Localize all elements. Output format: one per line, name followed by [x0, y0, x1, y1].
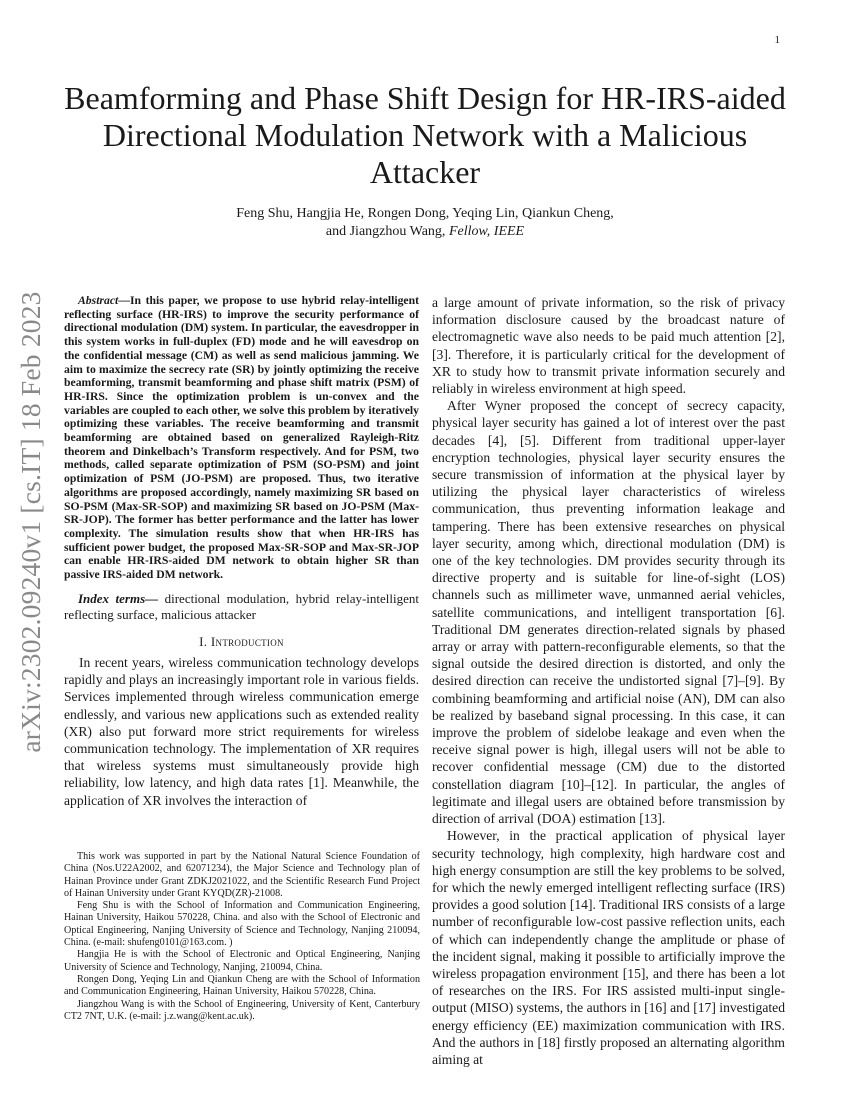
- author-grade: Fellow, IEEE: [448, 224, 525, 239]
- index-terms-label: Index terms—: [78, 590, 159, 606]
- body-paragraph: a large amount of private information, so the risk of privacy information disclosure caused by the broadcast nature of electromagnetic wave also needs to be paid much attention [2], [3]. Therefore, it is particularly critical for the development of XR to study how to transmit private information securely and reliably in wireless environment at high speed.: [432, 295, 785, 397]
- index-terms-text: directional modulation, hybrid relay-intelligent reflecting surface, malicious attacker: [64, 590, 420, 622]
- authors-line-1: Feng Shu, Hangjia He, Rongen Dong, Yeqing Lin, Qiankun Cheng,: [236, 206, 614, 221]
- arxiv-watermark: [8, 281, 54, 763]
- footnote-affiliation: Feng Shu is with the School of Information and Communication Engineering, Hainan University, Haikou 570228, China. and also with the School of Electronic and Optical Engineering, Nanjing University of Science and Technology, Nanjing 210094, China. (e-mail: shufeng0101@163.com. ): [64, 900, 420, 949]
- arxiv-id: arXiv:2302.09240v1 [cs.IT] 18 Feb 2023: [15, 291, 46, 753]
- abstract-label: Abstract: [78, 294, 119, 307]
- footnote-funding: This work was supported in part by the National Natural Science Foundation of China (Nos.U22A2002, and 62071234), the Major Science and Technology plan of Hainan Province under Grant ZDKJ2021022, and the Scientific Research Fund Project of Hainan University under Grant KYQD(ZR)-21008.: [64, 851, 420, 899]
- body-paragraph: After Wyner proposed the concept of secrecy capacity, physical layer security has gained a lot of interest over the past decades [4], [5]. Different from traditional upper-layer encryption technologies, physical layer security ensures the secure transmission of information at the physical layer by utilizing the physical layer characteristics of wireless communication, thus preventing information leakage and tampering. There has been extensive researches on physical layer security, among which, directional modulation (DM) is one of the key technologies. DM provides security through its directive property and is suitable for line-of-sight (LOS) channels such as millimeter wave, unmanned aerial vehicles, satellite communications, and intelligent transportation [6]. Traditional DM generates direction-related signals by phased array or array with pattern-reconfigurable elements, so that the signal outside the desired direction is distorted, and only the desired direction can receive the undistorted signal [7]–[9]. By combining beamforming and artificial noise (AN), DM can also be realized by baseband signal processing. In this case, it can improve the problem of sidelobe leakage and even when the receive signal power is high, illegal users will not be able to recover confidential message (CM) due to the distorted constellation diagram [10]–[12]. In particular, the angles of legitimate and illegal users are obtained before transmission by direction of arrival (DOA) estimation [13].: [432, 398, 785, 827]
- author-list: [60, 205, 790, 241]
- right-column: [432, 294, 785, 1068]
- footnote-affiliation: Hangjia He is with the School of Electronic and Optical Engineering, Nanjing University of Science and Technology, Nanjing, 210094, China.: [64, 949, 420, 973]
- authors-line-2-names: and Jiangzhou Wang,: [325, 224, 449, 239]
- intro-paragraph: In recent years, wireless communication technology develops rapidly and plays an increasingly important role in various fields. Services implemented through wireless communication emerge endlessly, and various new applications such as extended reality (XR) also put forward more strict requirements for wireless communication technology. The implementation of XR requires that wireless systems must simultaneously provide high reliability, low latency, and high data rates [1]. Meanwhile, the application of XR involves the interaction of: [64, 654, 419, 808]
- body-paragraph: However, in the practical application of physical layer security technology, high complexity, high hardware cost and high energy consumption are still the key problems to be solved, for which the newly emerged intelligent reflecting surface (IRS) provides a good solution [14]. Traditional IRS consists of a large number of reconfigurable low-cost passive reflection units, each of which can independently change the amplitude or phase of the incident signal, making it possible to artificially improve the wireless propagation environment [15], and there has been a lot of researches on the IRS. For IRS assisted multi-input single-output (MISO) systems, the authors in [16] and [17] investigated energy efficiency (EE) maximization communication with IRS. And the authors in [18] firstly proposed an alternating algorithm aiming at: [432, 828, 785, 1067]
- abstract-text: —In this paper, we propose to use hybrid relay-intelligent reflecting surface (HR-IRS) to improve the security performance of directional modulation (DM) system. In particular, the eavesdropper in this system works in full-duplex (FD) mode and he will eavesdrop on the confidential message (CM) as well as send malicious jamming. We aim to maximize the secrecy rate (SR) by jointly optimizing the receive beamforming, transmit beamforming and phase shift matrix (PSM) of HR-IRS. Since the optimization problem is un-convex and the variables are coupled to each other, we solve this problem by iteratively optimizing these variables. The receive beamforming and transmit beamforming are obtained based on generalized Rayleigh-Ritz theorem and Dinkelbach’s Transform respectively. And for PSM, two methods, called separate optimization of PSM (SO-PSM) and joint optimization of PSM (JO-PSM) are proposed. Thus, two iterative algorithms are proposed accordingly, namely maximizing SR based on SO-PSM (Max-SR-SOP) and maximizing SR based on JO-PSM (Max-SR-JOP). The former has better performance and the latter has lower complexity. The simulation results show that when HR-IRS has sufficient power budget, the proposed Max-SR-SOP and Max-SR-JOP can enable HR-IRS-aided DM network to obtain higher SR than passive IRS-aided DM network.: [64, 294, 419, 582]
- left-column: [64, 294, 419, 809]
- authors-line-2: [60, 223, 790, 241]
- page-number: 1: [774, 34, 780, 46]
- section-heading: I. Introduction: [199, 633, 284, 649]
- footnote-affiliation: Jiangzhou Wang is with the School of Engineering, University of Kent, Canterbury CT2 7NT, U.K. (e-mail: j.z.wang@kent.ac.uk).: [64, 998, 420, 1022]
- abstract: [64, 294, 419, 582]
- footnote-affiliation: Rongen Dong, Yeqing Lin and Qiankun Cheng are with the School of Information and Communication Engineering, Hainan University, Haikou 570228, China.: [64, 973, 420, 998]
- footnotes: [64, 851, 420, 1023]
- index-terms: [64, 591, 419, 623]
- paper-title: Beamforming and Phase Shift Design for HR-IRS-aided Directional Modulation Network with a Malicious Attacker: [64, 80, 786, 190]
